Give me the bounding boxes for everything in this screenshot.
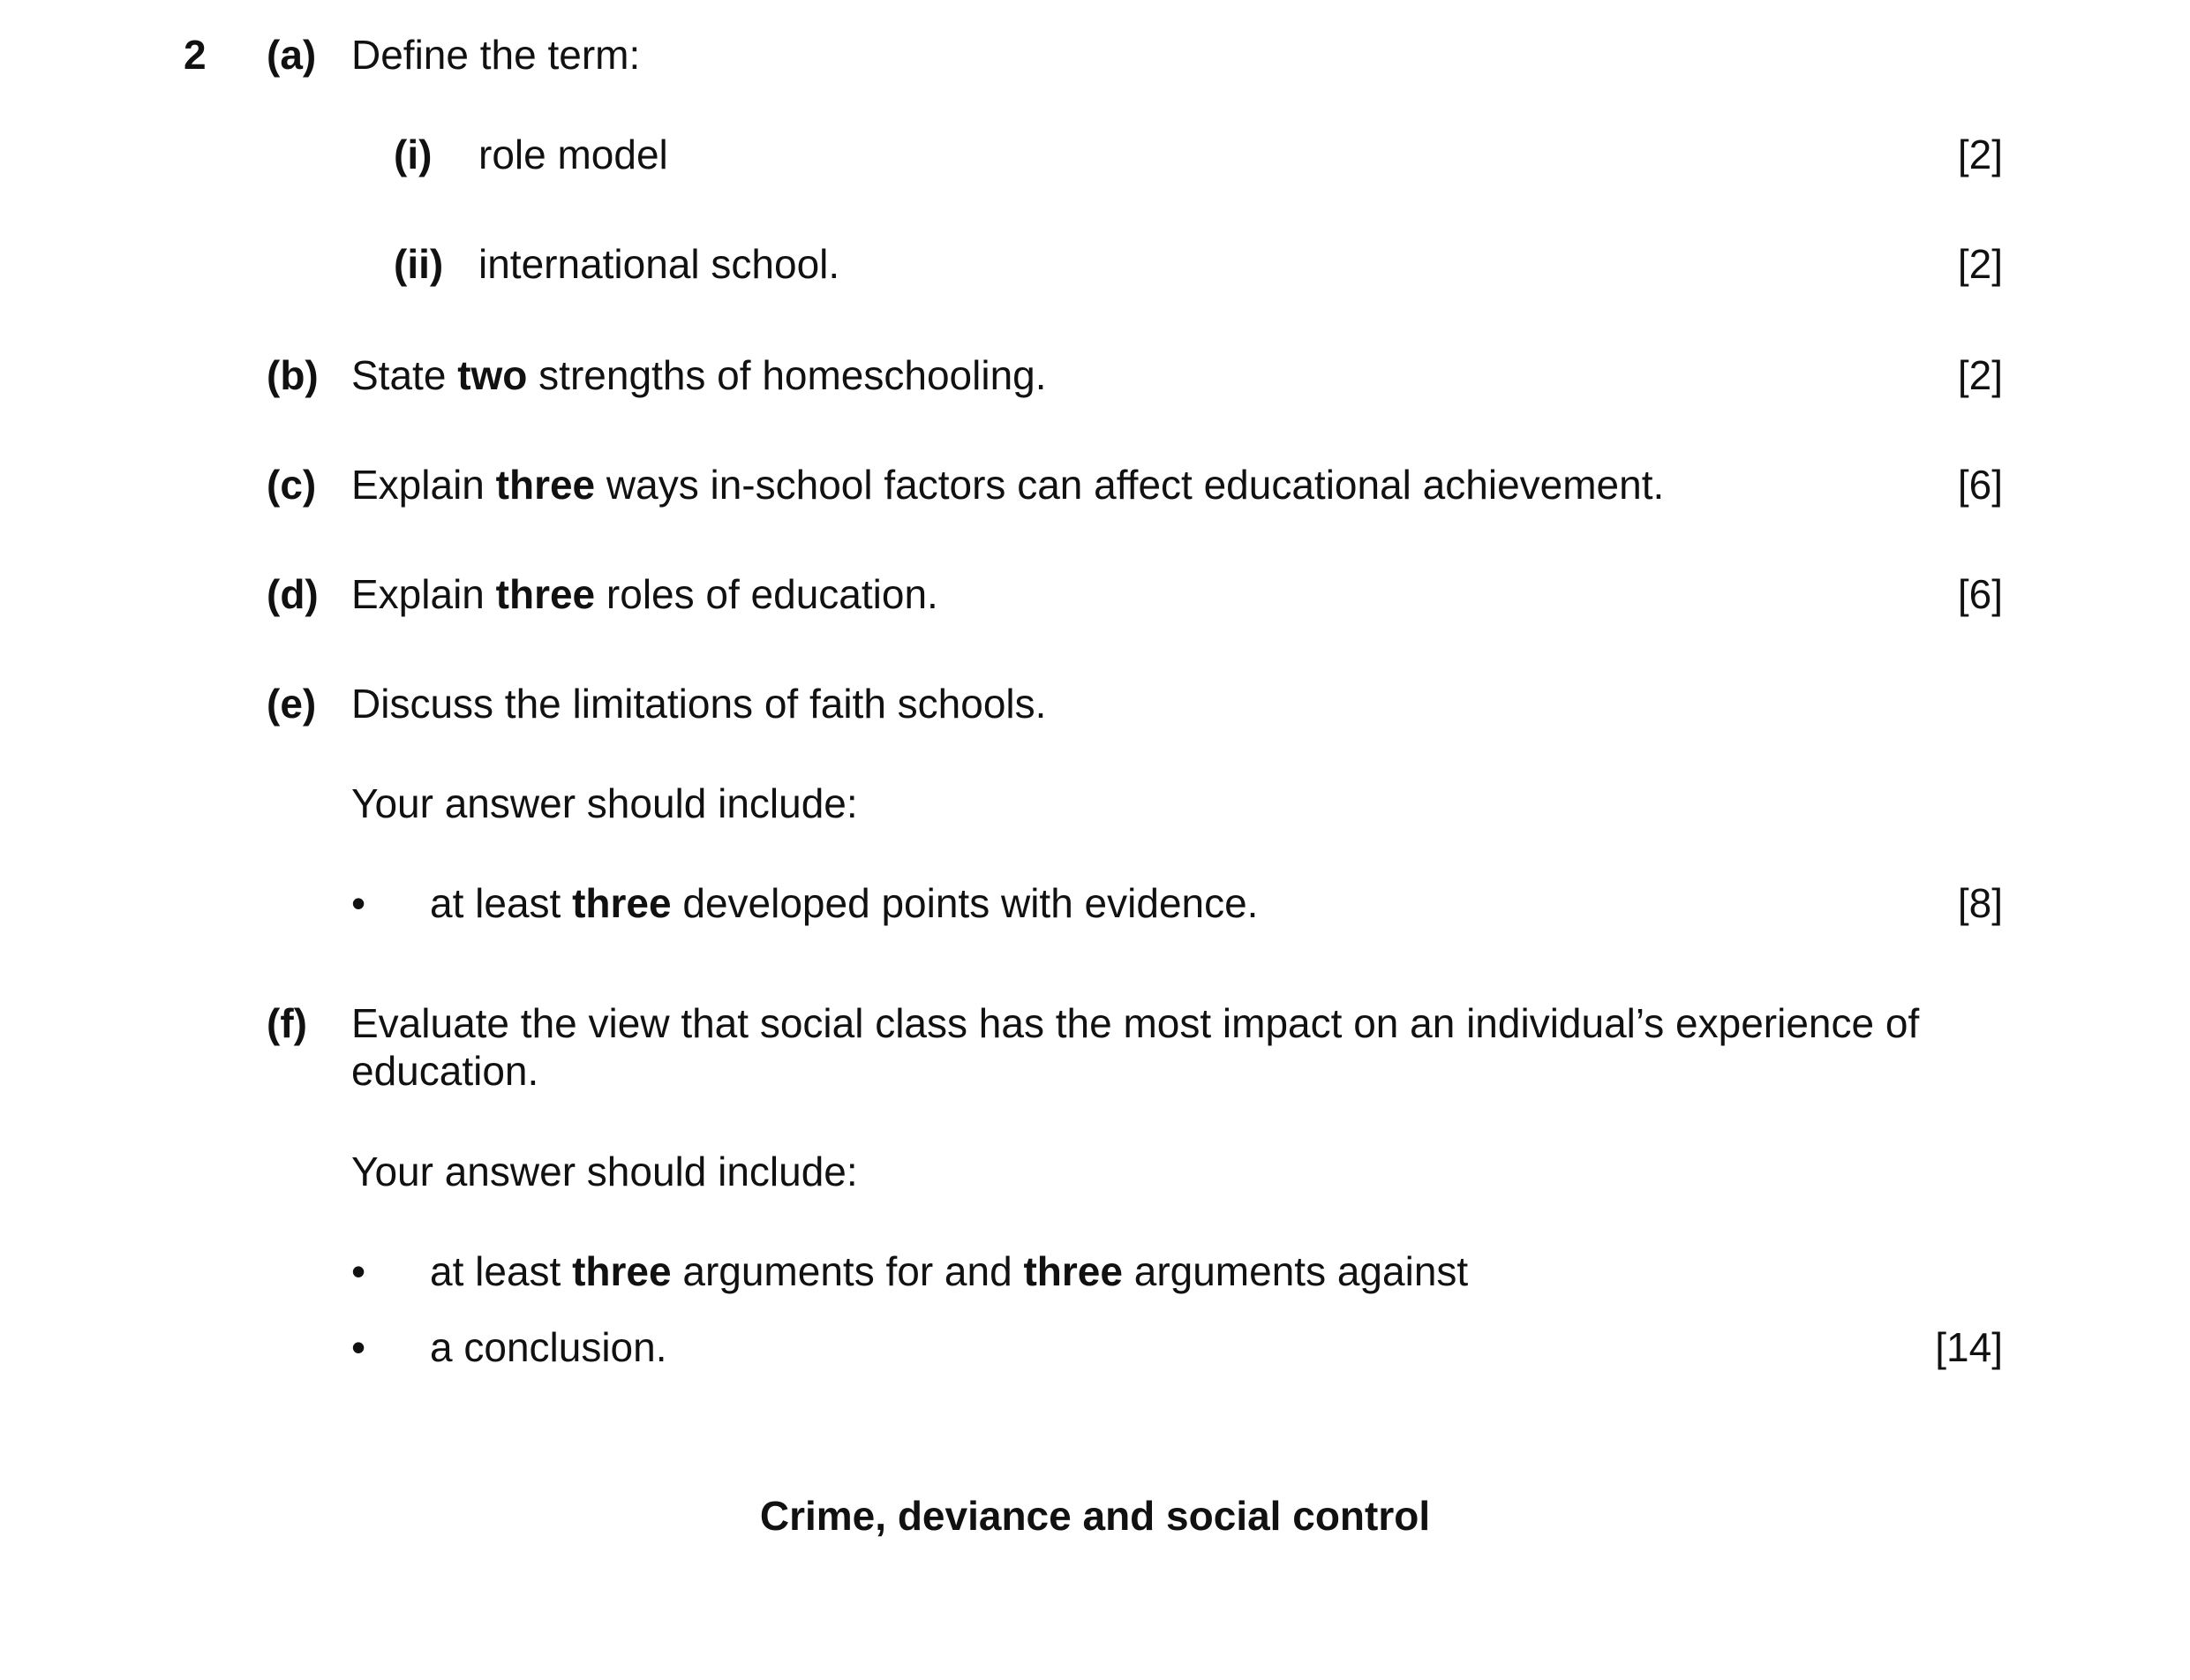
- part-b-marks: [2]: [1957, 352, 2003, 398]
- part-c-text: Explain three ways in-school factors can affect educational achievement.: [351, 462, 1665, 508]
- part-f-text: Evaluate the view that social class has the most impact on an individual’s experience of education.: [351, 1000, 1920, 1094]
- question-number: 2: [184, 32, 207, 78]
- part-e-text: Discuss the limitations of faith schools.: [351, 681, 1047, 727]
- part-e-bullet-1-text: at least three developed points with evidence.: [430, 880, 1259, 926]
- part-d-marks: [6]: [1957, 571, 2003, 617]
- part-a-i-marks: [2]: [1957, 132, 2003, 177]
- part-f-bullet-1-marker: •: [351, 1248, 366, 1294]
- part-f-bullet-2-marker: •: [351, 1324, 366, 1370]
- part-a-i-text: role model: [478, 132, 668, 177]
- part-a-label: (a): [267, 32, 317, 78]
- part-a-ii-marks: [2]: [1957, 241, 2003, 287]
- part-b-label: (b): [267, 352, 319, 398]
- part-d-text: Explain three roles of education.: [351, 571, 938, 617]
- part-a-stem: Define the term:: [351, 32, 641, 78]
- part-c-marks: [6]: [1957, 462, 2003, 508]
- part-a-i-label: (i): [394, 132, 433, 177]
- part-a-ii-text: international school.: [478, 241, 840, 287]
- section-title: Crime, deviance and social control: [759, 1493, 1431, 1539]
- part-f-include-heading: Your answer should include:: [351, 1149, 858, 1194]
- part-e-marks: [8]: [1957, 880, 2003, 926]
- part-d-label: (d): [267, 571, 319, 617]
- part-f-marks: [14]: [1935, 1324, 2003, 1370]
- part-f-label: (f): [267, 1000, 307, 1046]
- part-f-bullet-2-text: a conclusion.: [430, 1324, 667, 1370]
- part-a-ii-label: (ii): [394, 241, 444, 287]
- part-e-bullet-1-marker: •: [351, 880, 366, 926]
- part-b-text: State two strengths of homeschooling.: [351, 352, 1047, 398]
- part-e-label: (e): [267, 681, 317, 727]
- part-f-bullet-1-text: at least three arguments for and three arguments against: [430, 1248, 1469, 1294]
- part-e-include-heading: Your answer should include:: [351, 780, 858, 826]
- part-c-label: (c): [267, 462, 317, 508]
